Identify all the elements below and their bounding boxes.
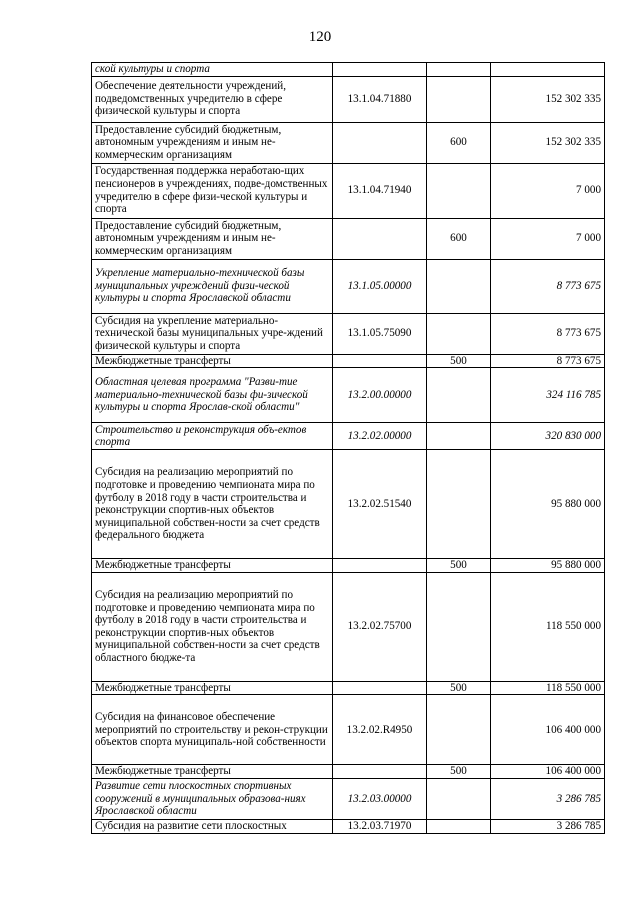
cell-name: Обеспечение деятельности учреждений, подведомственных учредителю в сфере физической культуры и спорта <box>92 76 333 122</box>
cell-sum: 118 550 000 <box>491 681 605 695</box>
table-row <box>92 354 605 368</box>
cell-sum: 95 880 000 <box>491 559 605 573</box>
cell-type <box>427 313 491 354</box>
cell-type <box>427 819 491 833</box>
cell-type <box>427 259 491 313</box>
cell-name: Предоставление субсидий бюджетным, автономным учреждениям и иным не-коммерческим организациям <box>92 218 333 259</box>
cell-code <box>333 765 427 779</box>
cell-name: Субсидия на реализацию мероприятий по подготовке и проведению чемпионата мира по футболу в 2018 году в части строительства и реконструкции спортив-ных объектов муниципальной собствен-ности за счет средств областного бюдже-та <box>92 572 333 681</box>
cell-code: 13.2.00.00000 <box>333 368 427 423</box>
table-row <box>92 122 605 163</box>
cell-name: Развитие сети плоскостных спортивных сооружений в муниципальных образова-ниях Ярославской области <box>92 778 333 819</box>
cell-name: Строительство и реконструкция объ-ектов спорта <box>92 423 333 450</box>
cell-type: 500 <box>427 765 491 779</box>
cell-code <box>333 122 427 163</box>
cell-sum: 152 302 335 <box>491 122 605 163</box>
cell-name: Субсидия на реализацию мероприятий по подготовке и проведению чемпионата мира по футболу в 2018 году в части строительства и реконструкции спортив-ных объектов муниципальной собствен-ности за счет средств федерального бюджета <box>92 450 333 559</box>
cell-name: Субсидия на развитие сети плоскостных <box>92 819 333 833</box>
table-row <box>92 218 605 259</box>
cell-sum: 8 773 675 <box>491 354 605 368</box>
cell-code: 13.2.03.00000 <box>333 778 427 819</box>
cell-name: Межбюджетные трансферты <box>92 681 333 695</box>
cell-sum: 95 880 000 <box>491 450 605 559</box>
cell-name: Предоставление субсидий бюджетным, автономным учреждениям и иным не-коммерческим организациям <box>92 122 333 163</box>
cell-name: Укрепление материально-технической базы муниципальных учреждений физи-ческой культуры и спорта Ярославской области <box>92 259 333 313</box>
cell-code <box>333 559 427 573</box>
cell-code: 13.1.05.00000 <box>333 259 427 313</box>
cell-type <box>427 63 491 77</box>
budget-table <box>91 62 605 834</box>
table-row <box>92 572 605 681</box>
cell-sum: 3 286 785 <box>491 778 605 819</box>
cell-sum: 7 000 <box>491 163 605 218</box>
cell-type <box>427 423 491 450</box>
table-row <box>92 259 605 313</box>
cell-code <box>333 218 427 259</box>
cell-sum: 8 773 675 <box>491 259 605 313</box>
cell-code: 13.2.02.00000 <box>333 423 427 450</box>
cell-name: Субсидия на финансовое обеспечение мероприятий по строительству и рекон-струкции объектов спорта муниципаль-ной собственности <box>92 695 333 765</box>
cell-name: Субсидия на укрепление материально-технической базы муниципальных учре-ждений физической культуры и спорта <box>92 313 333 354</box>
page-number: 120 <box>308 29 332 45</box>
cell-name: ской культуры и спорта <box>92 63 333 77</box>
table-row <box>92 778 605 819</box>
cell-sum: 118 550 000 <box>491 572 605 681</box>
cell-code <box>333 354 427 368</box>
cell-name: Государственная поддержка неработаю-щих пенсионеров в учреждениях, подве-домственных учредителю в сфере физи-ческой культуры и спорта <box>92 163 333 218</box>
cell-sum: 3 286 785 <box>491 819 605 833</box>
table-row <box>92 695 605 765</box>
cell-type <box>427 778 491 819</box>
cell-type <box>427 163 491 218</box>
cell-sum: 152 302 335 <box>491 76 605 122</box>
cell-type: 600 <box>427 122 491 163</box>
cell-type: 500 <box>427 354 491 368</box>
table-row <box>92 450 605 559</box>
cell-code <box>333 681 427 695</box>
table-row <box>92 423 605 450</box>
cell-sum: 7 000 <box>491 218 605 259</box>
budget-table-body <box>92 63 605 834</box>
cell-name: Межбюджетные трансферты <box>92 765 333 779</box>
cell-code: 13.2.02.51540 <box>333 450 427 559</box>
table-row <box>92 63 605 77</box>
cell-code <box>333 63 427 77</box>
table-row <box>92 765 605 779</box>
table-row <box>92 163 605 218</box>
cell-code: 13.2.02.75700 <box>333 572 427 681</box>
table-row <box>92 819 605 833</box>
table-row <box>92 681 605 695</box>
table-row <box>92 559 605 573</box>
cell-sum: 106 400 000 <box>491 695 605 765</box>
cell-type <box>427 76 491 122</box>
table-row <box>92 368 605 423</box>
cell-code: 13.2.03.71970 <box>333 819 427 833</box>
cell-type <box>427 572 491 681</box>
cell-sum <box>491 63 605 77</box>
cell-type <box>427 450 491 559</box>
cell-type <box>427 368 491 423</box>
cell-code: 13.1.05.75090 <box>333 313 427 354</box>
cell-name: Областная целевая программа "Разви-тие материально-технической базы фи-зической культуры и спорта Ярослав-ской области" <box>92 368 333 423</box>
cell-type <box>427 695 491 765</box>
cell-type: 500 <box>427 559 491 573</box>
cell-type: 500 <box>427 681 491 695</box>
cell-sum: 324 116 785 <box>491 368 605 423</box>
cell-name: Межбюджетные трансферты <box>92 354 333 368</box>
cell-sum: 106 400 000 <box>491 765 605 779</box>
table-row <box>92 76 605 122</box>
cell-sum: 320 830 000 <box>491 423 605 450</box>
cell-name: Межбюджетные трансферты <box>92 559 333 573</box>
cell-code: 13.1.04.71940 <box>333 163 427 218</box>
cell-sum: 8 773 675 <box>491 313 605 354</box>
cell-code: 13.1.04.71880 <box>333 76 427 122</box>
cell-type: 600 <box>427 218 491 259</box>
table-row <box>92 313 605 354</box>
cell-code: 13.2.02.R4950 <box>333 695 427 765</box>
